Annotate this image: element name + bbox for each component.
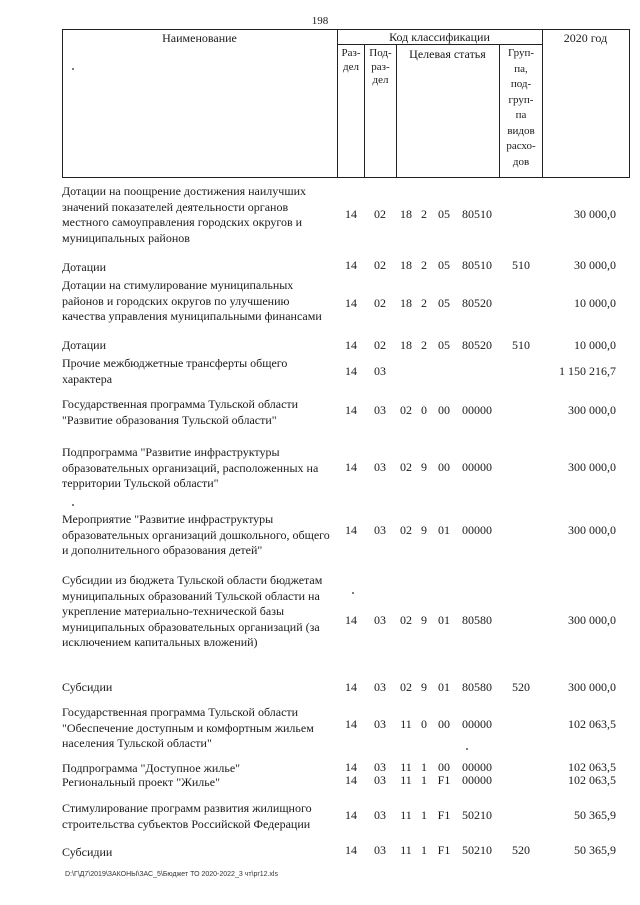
header-name: Наименование xyxy=(162,31,237,45)
row-target-direction: 80520 xyxy=(462,338,492,352)
header-podrazdel: Под- раз- дел xyxy=(369,47,392,86)
row-podrazdel: 03 xyxy=(374,717,386,731)
row-target-direction: 80510 xyxy=(462,207,492,221)
row-target-direction: 80580 xyxy=(462,680,492,694)
row-razdel: 14 xyxy=(345,296,357,310)
row-target-direction: 00000 xyxy=(462,717,492,731)
row-target-event: F1 xyxy=(437,773,451,787)
col-rule-4 xyxy=(396,44,397,178)
row-target-program: 18 xyxy=(400,258,412,272)
row-target-direction: 00000 xyxy=(462,773,492,787)
row-name: Мероприятие "Развитие инфраструктуры образовательных организаций дошкольного, общего и дополнительного образования детей" xyxy=(62,512,330,557)
row-target-subprogram: 2 xyxy=(421,207,427,221)
row-podrazdel: 03 xyxy=(374,403,386,417)
header-group-line: видов xyxy=(507,124,535,137)
row-amount: 10 000,0 xyxy=(574,338,616,352)
row-target-subprogram: 1 xyxy=(421,808,427,822)
row-target-event: 00 xyxy=(438,760,450,774)
col-rule-6 xyxy=(542,29,543,178)
row-target-program: 18 xyxy=(400,296,412,310)
row-target-program: 18 xyxy=(400,207,412,221)
row-name: Дотации на поощрение достижения наилучших значений показателей деятельности органов местного самоуправления городских округов и муниципальных районов xyxy=(62,184,306,245)
row-target-event: 00 xyxy=(438,460,450,474)
row-name: Дотации xyxy=(62,260,107,274)
row-target-direction: 50210 xyxy=(462,808,492,822)
row-target-program: 11 xyxy=(400,843,412,857)
row-podrazdel: 03 xyxy=(374,808,386,822)
file-path-footer: D:\Г\Д7\2019\ЗАКОНЫ\ЗАС_5\Бюджет ТО 2020-2022_3 чт\pr12.xls xyxy=(65,871,278,878)
row-target-direction: 80520 xyxy=(462,296,492,310)
row-name: Государственная программа Тульской области "Обеспечение доступным и комфортным жильем населения Тульской области" xyxy=(62,705,314,750)
row-podrazdel: 02 xyxy=(374,296,386,310)
row-target-direction: 00000 xyxy=(462,760,492,774)
code-group-rule xyxy=(337,44,542,45)
row-razdel: 14 xyxy=(345,460,357,474)
row-podrazdel: 02 xyxy=(374,258,386,272)
row-target-subprogram: 2 xyxy=(421,338,427,352)
header-group-line: па, xyxy=(514,62,528,75)
header-group-line: под- xyxy=(510,78,532,90)
row-target-subprogram: 2 xyxy=(421,258,427,272)
row-target-program: 11 xyxy=(400,773,412,787)
row-razdel: 14 xyxy=(345,364,357,378)
row-amount: 300 000,0 xyxy=(568,403,616,417)
row-target-event: 00 xyxy=(438,717,450,731)
row-podrazdel: 03 xyxy=(374,680,386,694)
row-target-event: 05 xyxy=(438,296,450,310)
row-name: Подпрограмма "Развитие инфраструктуры образовательных организаций, расположенных на территории Тульской области" xyxy=(62,445,319,490)
row-name: Субсидии из бюджета Тульской области бюджетам муниципальных образований Тульской области на укрепление материально-технической базы муниципальных образовательных организаций (за исключением капитальных вложений) xyxy=(62,573,323,649)
row-target-event: 00 xyxy=(438,403,450,417)
header-razdel: Раз- дел xyxy=(341,47,361,73)
row-target-subprogram: 1 xyxy=(421,843,427,857)
col-rule-3 xyxy=(364,44,365,178)
row-target-event: 05 xyxy=(438,338,450,352)
row-podrazdel: 03 xyxy=(374,613,386,627)
row-expense-group: 510 xyxy=(512,258,530,272)
row-target-direction: 80510 xyxy=(462,258,492,272)
row-target-direction: 80580 xyxy=(462,613,492,627)
row-razdel: 14 xyxy=(345,258,357,272)
row-amount: 30 000,0 xyxy=(574,258,616,272)
row-target-program: 18 xyxy=(400,338,412,352)
row-amount: 1 150 216,7 xyxy=(559,364,616,378)
row-target-event: F1 xyxy=(437,808,451,822)
row-amount: 102 063,5 xyxy=(568,717,616,731)
row-amount: 300 000,0 xyxy=(568,460,616,474)
row-target-program: 11 xyxy=(400,760,412,774)
header-group-line: груп- xyxy=(508,93,534,106)
header-group xyxy=(500,46,542,170)
scan-speck xyxy=(466,748,468,750)
row-amount: 102 063,5 xyxy=(568,773,616,787)
row-name: Стимулирование программ развития жилищного строительства субъектов Российской Федерации xyxy=(62,801,312,831)
header-group-line: дов xyxy=(512,155,530,168)
row-expense-group: 520 xyxy=(512,680,530,694)
row-target-event: 05 xyxy=(438,258,450,272)
row-target-program: 02 xyxy=(400,613,412,627)
row-target-program: 02 xyxy=(400,460,412,474)
header-code-group: Код классификации xyxy=(389,30,490,44)
row-expense-group: 510 xyxy=(512,338,530,352)
row-amount: 300 000,0 xyxy=(568,523,616,537)
row-target-program: 11 xyxy=(400,808,412,822)
row-amount: 50 365,9 xyxy=(574,808,616,822)
row-razdel: 14 xyxy=(345,717,357,731)
row-target-subprogram: 9 xyxy=(421,613,427,627)
row-name: Дотации xyxy=(62,338,107,352)
row-target-subprogram: 1 xyxy=(421,773,427,787)
header-year: 2020 год xyxy=(563,31,608,45)
row-podrazdel: 02 xyxy=(374,338,386,352)
row-target-direction: 00000 xyxy=(462,403,492,417)
row-target-program: 02 xyxy=(400,680,412,694)
row-amount: 102 063,5 xyxy=(568,760,616,774)
row-target-direction: 00000 xyxy=(462,460,492,474)
row-name: Прочие межбюджетные трансферты общего характера xyxy=(62,356,288,386)
header-bottom-rule xyxy=(62,177,630,178)
row-razdel: 14 xyxy=(345,207,357,221)
col-rule-7 xyxy=(629,29,630,178)
row-target-event: 01 xyxy=(438,523,450,537)
header-group-line: па xyxy=(515,109,527,121)
row-podrazdel: 03 xyxy=(374,364,386,378)
row-target-direction: 00000 xyxy=(462,523,492,537)
row-amount: 50 365,9 xyxy=(574,843,616,857)
row-razdel: 14 xyxy=(345,843,357,857)
scan-speck xyxy=(72,504,74,506)
row-target-subprogram: 9 xyxy=(421,680,427,694)
row-podrazdel: 03 xyxy=(374,523,386,537)
row-target-subprogram: 9 xyxy=(421,523,427,537)
row-razdel: 14 xyxy=(345,523,357,537)
row-podrazdel: 03 xyxy=(374,773,386,787)
row-podrazdel: 03 xyxy=(374,760,386,774)
row-target-subprogram: 2 xyxy=(421,296,427,310)
row-target-event: 05 xyxy=(438,207,450,221)
row-target-subprogram: 0 xyxy=(421,717,427,731)
row-razdel: 14 xyxy=(345,680,357,694)
row-expense-group: 520 xyxy=(512,843,530,857)
row-amount: 300 000,0 xyxy=(568,680,616,694)
row-name: Государственная программа Тульской области "Развитие образования Тульской области" xyxy=(62,397,299,427)
row-target-program: 11 xyxy=(400,717,412,731)
row-razdel: 14 xyxy=(345,613,357,627)
row-razdel: 14 xyxy=(345,338,357,352)
row-name: Региональный проект "Жилье" xyxy=(62,775,220,789)
col-rule-1 xyxy=(62,29,63,178)
row-target-subprogram: 1 xyxy=(421,760,427,774)
row-target-program: 02 xyxy=(400,403,412,417)
header-group-line: расхо- xyxy=(506,140,536,152)
row-podrazdel: 03 xyxy=(374,460,386,474)
row-target-event: 01 xyxy=(438,613,450,627)
row-target-event: F1 xyxy=(437,843,451,857)
row-amount: 300 000,0 xyxy=(568,613,616,627)
row-razdel: 14 xyxy=(345,808,357,822)
row-target-program: 02 xyxy=(400,523,412,537)
row-target-subprogram: 0 xyxy=(421,403,427,417)
row-target-direction: 50210 xyxy=(462,843,492,857)
col-rule-2 xyxy=(337,29,338,178)
header-group-line: Груп- xyxy=(507,47,535,59)
row-podrazdel: 02 xyxy=(374,207,386,221)
row-name: Субсидии xyxy=(62,845,113,859)
row-razdel: 14 xyxy=(345,773,357,787)
scan-speck xyxy=(352,592,354,594)
row-razdel: 14 xyxy=(345,403,357,417)
row-target-event: 01 xyxy=(438,680,450,694)
row-name: Субсидии xyxy=(62,680,113,694)
row-podrazdel: 03 xyxy=(374,843,386,857)
row-name: Дотации на стимулирование муниципальных районов и городских округов по улучшению качества управления муниципальными финансами xyxy=(62,278,322,323)
row-name: Подпрограмма "Доступное жилье" xyxy=(62,761,241,775)
scan-speck xyxy=(72,68,74,70)
row-razdel: 14 xyxy=(345,760,357,774)
header-target: Целевая статья xyxy=(409,47,486,61)
page-number: 198 xyxy=(311,15,329,27)
table-header xyxy=(0,0,640,180)
row-amount: 30 000,0 xyxy=(574,207,616,221)
row-target-subprogram: 9 xyxy=(421,460,427,474)
row-amount: 10 000,0 xyxy=(574,296,616,310)
